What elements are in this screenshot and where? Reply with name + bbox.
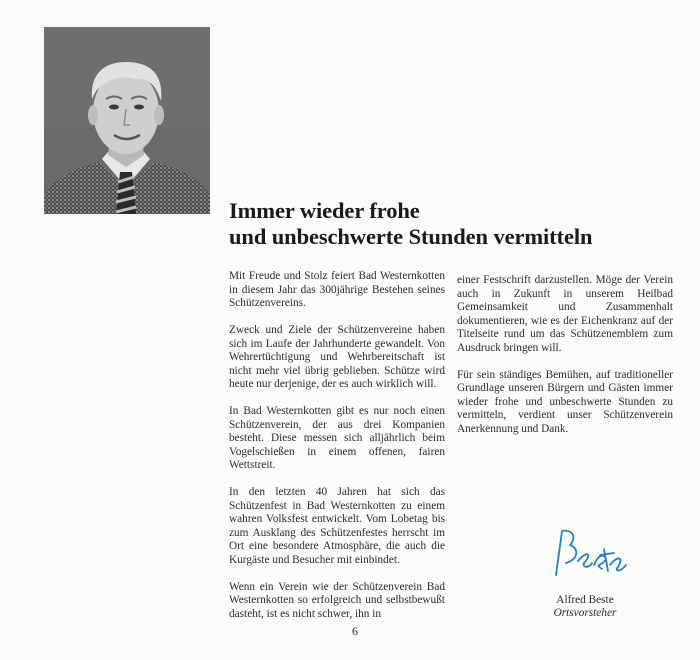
paragraph: In den letzten 40 Jahren hat sich das Schützenfest in Bad Westernkotten zu einem wahren Volksfest entwickelt. Vom Lobetag bis zum Ausklang des Schützenfestes herrscht im Ort eine besondere Atmosphäre, die auch die Kurgäste und Besucher mit einbindet. — [229, 486, 445, 566]
article-headline — [229, 198, 689, 250]
paragraph: Wenn ein Verein wie der Schützenverein Bad Westernkotten so erfolgreich und selbstbewußt dasteht, ist es nicht schwer, ihn in — [229, 580, 445, 620]
paragraph: Für sein ständiges Bemühen, auf traditioneller Grundlage unseren Bürgern und Gästen immer wieder frohe und unbeschwerte Stunden zu vermitteln, verdient unser Schützenverein Anerkennung und Dank. — [457, 368, 673, 435]
paragraph: einer Festschrift darzustellen. Möge der Verein auch in Zukunft in unserem Heilbad Gemeinsamkeit und Zusammenhalt dokumentieren, wie es der Eichenkranz auf der Titelseite rund um das Schützenemblem zum Ausdruck bringen will. — [457, 274, 673, 354]
right-text-column — [457, 274, 673, 450]
paragraph: Zweck und Ziele der Schützenvereine haben sich im Laufe der Jahrhunderte gewandelt. Von Wehrertüchtigung und Wehrbereitschaft ist nicht mehr viel übrig geblieben. Schütze wird heute nur derjenige, der es auch wirklich will. — [229, 324, 445, 390]
portrait-illustration — [44, 27, 210, 214]
handwritten-signature — [548, 525, 628, 583]
headline-line-1: Immer wieder frohe — [229, 198, 420, 223]
left-text-column — [229, 270, 445, 635]
paragraph: Mit Freude und Stolz feiert Bad Westernkotten in diesem Jahr das 300jährige Bestehen seines Schützenvereins. — [229, 270, 445, 309]
signer-block — [530, 594, 640, 620]
portrait-photo — [44, 27, 210, 214]
signer-title: Ortsvorsteher — [553, 607, 617, 619]
signer-name: Alfred Beste — [556, 594, 614, 606]
headline-line-2: und unbeschwerte Stunden vermitteln — [229, 224, 593, 249]
page-number: 6 — [352, 624, 358, 638]
paragraph: In Bad Westernkotten gibt es nur noch einen Schützenverein, der aus drei Kompanien besteht. Diese messen sich alljährlich beim Vogelschießen in einem offenen, fairen Wettstreit. — [229, 405, 445, 471]
